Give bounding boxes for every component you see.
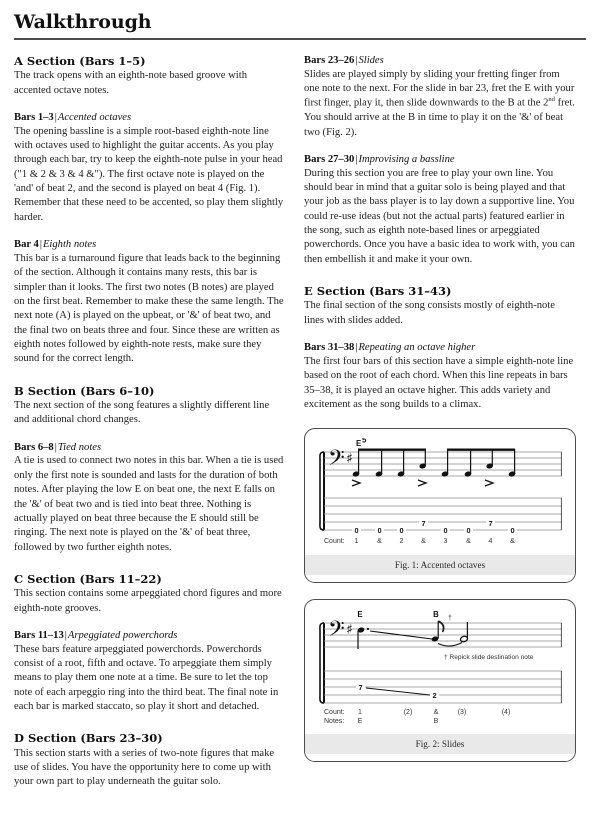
tab-fret-3: 7 bbox=[421, 519, 426, 529]
subsection-separator: | bbox=[54, 441, 57, 453]
figure-2-notation bbox=[314, 609, 566, 725]
subsection-label: Bars 11–13 bbox=[14, 629, 64, 641]
subsection-title: Tied notes bbox=[57, 441, 102, 453]
section-body: This section contains some arpeggiated chord figures and more eighth-note grooves. bbox=[14, 588, 282, 614]
subsection-label: Bars 6–8 bbox=[14, 441, 54, 453]
note-label-e: E bbox=[357, 610, 363, 620]
subsection-separator: | bbox=[355, 153, 358, 165]
count-4: 3 bbox=[443, 538, 448, 546]
subsection-label: Bars 27–30 bbox=[304, 153, 355, 165]
subsection-body: During this section you are free to play your own line. You should bear in mind that a guitar solo is being played and that your job as the bass player is to lay down a supportive line. You could re-use ideas (but not the actual parts) featured earlier in the song, such as eighth note-based lines or arpeggiated powerchords. Once you have a basic idea to work with, you can then embellish it and make it your own. bbox=[304, 167, 575, 265]
count-3: & bbox=[421, 538, 426, 546]
bass-clef-icon: 𝄢 bbox=[328, 446, 345, 477]
subsection-title: Eighth notes bbox=[42, 239, 97, 251]
count-6: 4 bbox=[488, 538, 493, 546]
subsection-heading bbox=[14, 629, 286, 643]
section-body: The next section of the song features a slightly different line and additional chord changes. bbox=[14, 400, 270, 426]
tab-fret-0: 0 bbox=[354, 526, 359, 536]
subsection-heading bbox=[14, 238, 286, 252]
section-heading: A Section (Bars 1–5) bbox=[14, 53, 146, 68]
accent-marks bbox=[352, 480, 493, 486]
subsection-separator: | bbox=[64, 629, 67, 641]
subsection-body: These bars feature arpeggiated powerchords. Powerchords consist of a root, fifth and octave. To arpeggiate them simply means to play them one note at a time. Be sure to let the top note of each arpeggio ring into the third beat. The final note in each bar is marked staccato, so play it short and detached. bbox=[14, 643, 279, 713]
left-column bbox=[14, 54, 286, 790]
subsection-block-bars-27-30 bbox=[304, 153, 576, 267]
section-heading: C Section (Bars 11–22) bbox=[14, 571, 162, 586]
subsection-heading bbox=[304, 54, 576, 68]
count-3: (3) bbox=[457, 709, 467, 717]
subsection-separator: | bbox=[355, 342, 358, 354]
count-row-label: Count: bbox=[324, 709, 345, 717]
subsection-separator: | bbox=[39, 239, 42, 251]
tab-fret-1: 2 bbox=[432, 691, 437, 701]
figure-1-notation bbox=[314, 438, 566, 546]
subsection-heading bbox=[304, 341, 576, 355]
accent-icon bbox=[418, 480, 426, 486]
dagger-marker: † bbox=[448, 615, 452, 623]
body-text-part-2: fret. You should arrive at the B in time to play it on the '&' of beat two (Fig. 2). bbox=[304, 97, 575, 138]
tab-fret-1: 0 bbox=[377, 526, 382, 536]
subsection-block-bars-6-8 bbox=[14, 441, 286, 555]
figure-1-bottom-spacer bbox=[305, 575, 575, 582]
key-signature-sharp-icon: ♯ bbox=[346, 451, 353, 468]
count-1: (2) bbox=[403, 709, 413, 717]
count-0: 1 bbox=[358, 709, 362, 717]
augmentation-dot bbox=[367, 628, 369, 630]
right-column bbox=[304, 54, 576, 762]
count-0: 1 bbox=[354, 538, 359, 546]
subsection-title: Arpeggiated powerchords bbox=[67, 629, 178, 641]
count-7: & bbox=[510, 538, 515, 546]
subsection-body: This bar is a turnaround figure that leads back to the beginning of the section. Although it contains many rests, this bar is simpler than it looks. The first two notes (B notes) are played on the first beat. Remember to make these the same length. The next note (A) is played on the upbeat, or '&' of beat two, and the final two on beats three and four. Since these are written as eighth notes followed by eighth-note rests, make sure they sound for the correct length. bbox=[14, 252, 284, 365]
count-row-values bbox=[355, 538, 516, 545]
slide-line-tab bbox=[366, 688, 430, 695]
subsection-title: Slides bbox=[358, 54, 384, 66]
page-title: Walkthrough bbox=[14, 11, 152, 33]
section-body: The track opens with an eighth-note based groove with accented octave notes. bbox=[14, 70, 247, 96]
count-row-values bbox=[358, 709, 510, 716]
subsection-label: Bars 31–38 bbox=[304, 342, 355, 354]
figure-2-notation-area bbox=[305, 600, 575, 727]
section-block-d-section bbox=[14, 731, 286, 789]
notes-row-values bbox=[358, 718, 439, 725]
notes-row-label: Notes: bbox=[324, 718, 345, 726]
beam-group-2 bbox=[447, 449, 515, 451]
section-body: This section starts with a series of two-note figures that make use of slides. You have the opportunity here to come up with your own part to play underneath the guitar solo. bbox=[14, 747, 275, 788]
subsection-block-bar-4 bbox=[14, 238, 286, 367]
subsection-block-bars-1-3 bbox=[14, 111, 286, 225]
count-2: 2 bbox=[399, 538, 404, 546]
subsection-title: Improvising a bassline bbox=[358, 153, 455, 165]
figure-1-caption: Fig. 1: Accented octaves bbox=[305, 555, 575, 575]
two-column-layout bbox=[14, 54, 586, 790]
section-block-a-section bbox=[14, 54, 286, 98]
figure-1-notation-area bbox=[305, 429, 575, 548]
key-signature-sharp-icon: ♯ bbox=[346, 622, 353, 639]
subsection-label: Bars 23–26 bbox=[304, 54, 355, 66]
count-row-label: Count: bbox=[324, 538, 345, 546]
notes-0: E bbox=[357, 718, 363, 726]
subsection-title: Accented octaves bbox=[57, 111, 132, 123]
figure-1-caption-spacer bbox=[305, 548, 575, 555]
count-4: (4) bbox=[501, 709, 511, 717]
tab-fret-6: 7 bbox=[488, 519, 493, 529]
subsection-body bbox=[304, 68, 576, 140]
subsection-separator: | bbox=[54, 111, 57, 123]
section-block-c-section bbox=[14, 572, 286, 616]
count-5: & bbox=[466, 538, 471, 546]
chord-symbol-superscript: 5 bbox=[362, 438, 367, 445]
subsection-heading bbox=[14, 441, 286, 455]
subsection-label: Bar 4 bbox=[14, 239, 39, 251]
figure-1-box bbox=[304, 428, 576, 583]
subsection-block-bars-23-26 bbox=[304, 54, 576, 140]
tab-fret-0: 7 bbox=[358, 683, 363, 693]
tab-fret-2: 0 bbox=[399, 526, 404, 536]
subsection-block-bars-31-38 bbox=[304, 341, 576, 412]
subsection-heading bbox=[14, 111, 286, 125]
figure-2-box bbox=[304, 599, 576, 762]
tab-fret-4: 0 bbox=[443, 526, 448, 536]
subsection-title: Repeating an octave higher bbox=[358, 342, 476, 354]
accent-icon bbox=[352, 480, 360, 486]
chord-symbol-label: E bbox=[356, 439, 362, 449]
title-divider bbox=[14, 38, 586, 40]
section-block-e-section bbox=[304, 284, 576, 328]
subsection-block-bars-11-13 bbox=[14, 629, 286, 714]
tab-fret-7: 0 bbox=[510, 526, 515, 536]
subsection-label: Bars 1–3 bbox=[14, 111, 54, 123]
subsection-separator: | bbox=[355, 54, 358, 66]
section-block-b-section bbox=[14, 384, 286, 428]
section-heading: E Section (Bars 31–43) bbox=[304, 284, 452, 299]
accent-icon bbox=[485, 480, 493, 486]
tab-fret-numbers bbox=[352, 519, 517, 535]
beam-group-1 bbox=[358, 449, 426, 451]
bass-clef-icon: 𝄢 bbox=[328, 617, 345, 648]
figure-2-caption: Fig. 2: Slides bbox=[305, 734, 575, 754]
tie-slur bbox=[438, 643, 462, 647]
section-body: The final section of the song consists mostly of eighth-note lines with slides added. bbox=[304, 300, 555, 326]
count-2: & bbox=[433, 709, 439, 717]
ordinal-superscript: nd bbox=[548, 96, 555, 104]
note-label-b: B bbox=[433, 610, 439, 620]
subsection-heading bbox=[304, 153, 576, 167]
section-heading: D Section (Bars 23–30) bbox=[14, 731, 163, 746]
subsection-body: A tie is used to connect two notes in this bar. When a tie is used only the first note is sounded and lasts for the duration of both notes. After playing the low E on beat one, the next E falls on the '&' of beat two and is tied into beat three. Nothing is actually played on beat three because the E should still be ringing. The next note is played on the '&' of beat three, followed by two further eighth notes. bbox=[14, 455, 284, 553]
figure-2-footnote: † Repick slide destination note bbox=[444, 654, 534, 662]
tab-fret-5: 0 bbox=[466, 526, 471, 536]
notes-1: B bbox=[433, 718, 439, 726]
section-heading: B Section (Bars 6–10) bbox=[14, 383, 155, 398]
count-1: & bbox=[377, 538, 382, 546]
subsection-body: The opening bassline is a simple root-based eighth-note line with octaves used to highlight the guitar accents. As you play through each bar, try to keep the eighth-note pulse in your head ("1 & 2 & 3 & 4 &"). The first octave note is played on the 'and' of beat 2, and the second is played on beat 4 (Fig. 1). Remember that these need to be accented, so play them slightly harder. bbox=[14, 125, 284, 223]
subsection-body: The first four bars of this section have a simple eighth-note line based on the root of each chord. When this line repeats in bars 35–38, it is played an octave higher. This adds variety and excitement as the song builds to a climax. bbox=[304, 355, 574, 410]
figure-2-caption-spacer bbox=[305, 727, 575, 734]
figure-2-bottom-spacer bbox=[305, 754, 575, 761]
body-text-part-1: Slides are played simply by sliding your fretting finger from one note to the next. For the slide in bar 23, fret the E with your first finger, play it, then slide downwards to the B at the 2 bbox=[304, 68, 575, 109]
